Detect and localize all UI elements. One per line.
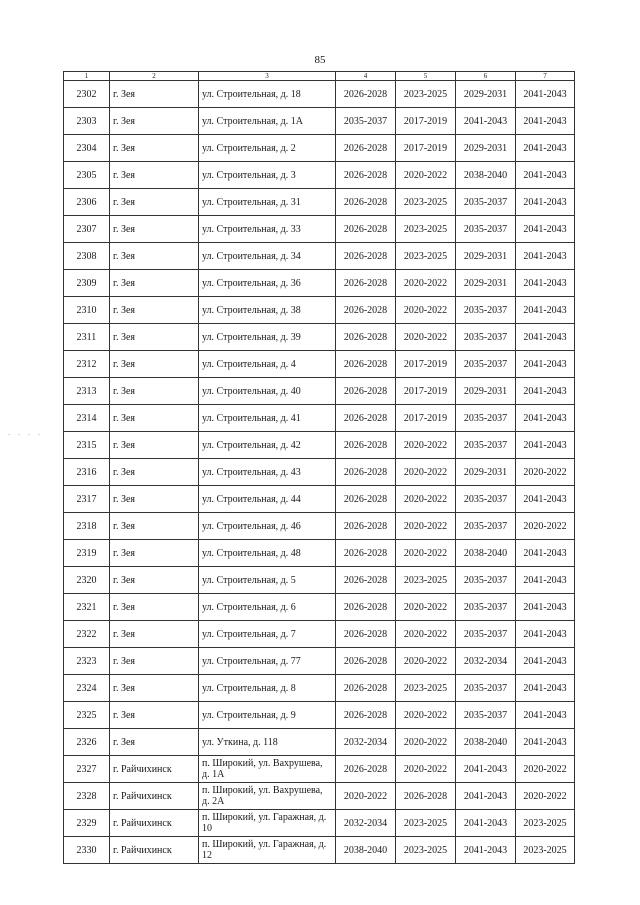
period-cell: 2041-2043 xyxy=(516,324,575,351)
period-cell: 2020-2022 xyxy=(516,783,575,810)
table-row xyxy=(64,351,575,378)
period-cell: 2020-2022 xyxy=(396,756,456,783)
table-row xyxy=(64,702,575,729)
period-cell: 2026-2028 xyxy=(336,216,396,243)
row-number-cell: 2319 xyxy=(64,540,110,567)
period-cell: 2041-2043 xyxy=(516,432,575,459)
period-cell: 2023-2025 xyxy=(396,837,456,864)
row-number-cell: 2302 xyxy=(64,81,110,108)
period-cell: 2020-2022 xyxy=(396,540,456,567)
period-cell: 2020-2022 xyxy=(396,486,456,513)
settlement-cell: г. Райчихинск xyxy=(110,783,199,810)
table-row xyxy=(64,459,575,486)
period-cell: 2035-2037 xyxy=(456,324,516,351)
settlement-cell: г. Зея xyxy=(110,513,199,540)
period-cell: 2035-2037 xyxy=(456,486,516,513)
table-row xyxy=(64,297,575,324)
row-number-cell: 2326 xyxy=(64,729,110,756)
settlement-cell: г. Зея xyxy=(110,405,199,432)
table-row xyxy=(64,216,575,243)
row-number-cell: 2311 xyxy=(64,324,110,351)
period-cell: 2035-2037 xyxy=(456,405,516,432)
period-cell: 2020-2022 xyxy=(396,324,456,351)
address-cell: ул. Строительная, д. 43 xyxy=(199,459,336,486)
period-cell: 2020-2022 xyxy=(396,513,456,540)
settlement-cell: г. Зея xyxy=(110,108,199,135)
address-cell: ул. Строительная, д. 42 xyxy=(199,432,336,459)
row-number-cell: 2318 xyxy=(64,513,110,540)
row-number-cell: 2322 xyxy=(64,621,110,648)
settlement-cell: г. Зея xyxy=(110,81,199,108)
address-cell: п. Широкий, ул. Гаражная, д. 10 xyxy=(199,810,336,837)
period-cell: 2020-2022 xyxy=(396,621,456,648)
address-cell: ул. Строительная, д. 4 xyxy=(199,351,336,378)
table-row xyxy=(64,162,575,189)
period-cell: 2041-2043 xyxy=(516,567,575,594)
row-number-cell: 2325 xyxy=(64,702,110,729)
period-cell: 2035-2037 xyxy=(456,702,516,729)
period-cell: 2041-2043 xyxy=(516,135,575,162)
address-cell: ул. Строительная, д. 31 xyxy=(199,189,336,216)
period-cell: 2041-2043 xyxy=(516,162,575,189)
period-cell: 2041-2043 xyxy=(516,702,575,729)
period-cell: 2041-2043 xyxy=(516,729,575,756)
period-cell: 2026-2028 xyxy=(336,135,396,162)
period-cell: 2026-2028 xyxy=(336,621,396,648)
period-cell: 2020-2022 xyxy=(396,729,456,756)
address-cell: ул. Строительная, д. 38 xyxy=(199,297,336,324)
period-cell: 2035-2037 xyxy=(456,513,516,540)
period-cell: 2032-2034 xyxy=(336,810,396,837)
housing-schedule-table xyxy=(63,71,575,864)
period-cell: 2029-2031 xyxy=(456,378,516,405)
period-cell: 2020-2022 xyxy=(396,702,456,729)
row-number-cell: 2330 xyxy=(64,837,110,864)
period-cell: 2020-2022 xyxy=(336,783,396,810)
settlement-cell: г. Зея xyxy=(110,702,199,729)
period-cell: 2041-2043 xyxy=(516,81,575,108)
period-cell: 2023-2025 xyxy=(396,810,456,837)
settlement-cell: г. Райчихинск xyxy=(110,756,199,783)
row-number-cell: 2314 xyxy=(64,405,110,432)
row-number-cell: 2306 xyxy=(64,189,110,216)
column-header: 2 xyxy=(110,72,199,81)
period-cell: 2020-2022 xyxy=(396,270,456,297)
row-number-cell: 2316 xyxy=(64,459,110,486)
period-cell: 2041-2043 xyxy=(516,621,575,648)
period-cell: 2041-2043 xyxy=(516,648,575,675)
column-header: 3 xyxy=(199,72,336,81)
period-cell: 2041-2043 xyxy=(516,243,575,270)
settlement-cell: г. Зея xyxy=(110,162,199,189)
period-cell: 2020-2022 xyxy=(396,432,456,459)
settlement-cell: г. Зея xyxy=(110,243,199,270)
settlement-cell: г. Зея xyxy=(110,378,199,405)
period-cell: 2026-2028 xyxy=(336,81,396,108)
table-row xyxy=(64,243,575,270)
period-cell: 2026-2028 xyxy=(336,243,396,270)
period-cell: 2026-2028 xyxy=(336,189,396,216)
period-cell: 2017-2019 xyxy=(396,135,456,162)
period-cell: 2035-2037 xyxy=(456,621,516,648)
table-row xyxy=(64,405,575,432)
column-number-row xyxy=(64,72,575,81)
period-cell: 2026-2028 xyxy=(336,324,396,351)
row-number-cell: 2309 xyxy=(64,270,110,297)
table-row xyxy=(64,783,575,810)
period-cell: 2041-2043 xyxy=(516,297,575,324)
period-cell: 2029-2031 xyxy=(456,270,516,297)
period-cell: 2029-2031 xyxy=(456,243,516,270)
row-number-cell: 2317 xyxy=(64,486,110,513)
period-cell: 2041-2043 xyxy=(456,810,516,837)
period-cell: 2041-2043 xyxy=(516,675,575,702)
settlement-cell: г. Зея xyxy=(110,324,199,351)
column-header: 4 xyxy=(336,72,396,81)
period-cell: 2023-2025 xyxy=(396,81,456,108)
period-cell: 2041-2043 xyxy=(516,405,575,432)
settlement-cell: г. Райчихинск xyxy=(110,810,199,837)
period-cell: 2041-2043 xyxy=(516,189,575,216)
row-number-cell: 2329 xyxy=(64,810,110,837)
address-cell: п. Широкий, ул. Гаражная, д. 12 xyxy=(199,837,336,864)
row-number-cell: 2310 xyxy=(64,297,110,324)
table-row xyxy=(64,756,575,783)
period-cell: 2017-2019 xyxy=(396,351,456,378)
period-cell: 2026-2028 xyxy=(336,351,396,378)
table-row xyxy=(64,810,575,837)
address-cell: ул. Строительная, д. 41 xyxy=(199,405,336,432)
settlement-cell: г. Зея xyxy=(110,621,199,648)
period-cell: 2041-2043 xyxy=(456,108,516,135)
period-cell: 2035-2037 xyxy=(456,594,516,621)
address-cell: ул. Строительная, д. 40 xyxy=(199,378,336,405)
address-cell: ул. Строительная, д. 33 xyxy=(199,216,336,243)
row-number-cell: 2323 xyxy=(64,648,110,675)
period-cell: 2035-2037 xyxy=(456,351,516,378)
period-cell: 2026-2028 xyxy=(336,756,396,783)
period-cell: 2026-2028 xyxy=(396,783,456,810)
period-cell: 2041-2043 xyxy=(516,351,575,378)
page-number: 85 xyxy=(314,54,326,66)
period-cell: 2041-2043 xyxy=(516,594,575,621)
row-number-cell: 2308 xyxy=(64,243,110,270)
period-cell: 2026-2028 xyxy=(336,540,396,567)
settlement-cell: г. Зея xyxy=(110,594,199,621)
table-row xyxy=(64,729,575,756)
period-cell: 2041-2043 xyxy=(516,108,575,135)
settlement-cell: г. Зея xyxy=(110,270,199,297)
address-cell: ул. Строительная, д. 9 xyxy=(199,702,336,729)
table-row xyxy=(64,486,575,513)
period-cell: 2023-2025 xyxy=(396,216,456,243)
table-row xyxy=(64,648,575,675)
period-cell: 2029-2031 xyxy=(456,81,516,108)
period-cell: 2026-2028 xyxy=(336,702,396,729)
settlement-cell: г. Зея xyxy=(110,216,199,243)
period-cell: 2038-2040 xyxy=(336,837,396,864)
period-cell: 2041-2043 xyxy=(516,486,575,513)
period-cell: 2041-2043 xyxy=(456,756,516,783)
period-cell: 2026-2028 xyxy=(336,378,396,405)
row-number-cell: 2312 xyxy=(64,351,110,378)
address-cell: п. Широкий, ул. Вахрушева, д. 1А xyxy=(199,756,336,783)
settlement-cell: г. Зея xyxy=(110,297,199,324)
period-cell: 2035-2037 xyxy=(336,108,396,135)
address-cell: ул. Строительная, д. 7 xyxy=(199,621,336,648)
period-cell: 2035-2037 xyxy=(456,432,516,459)
column-header: 6 xyxy=(456,72,516,81)
address-cell: ул. Строительная, д. 18 xyxy=(199,81,336,108)
settlement-cell: г. Райчихинск xyxy=(110,837,199,864)
period-cell: 2020-2022 xyxy=(516,459,575,486)
table-row xyxy=(64,567,575,594)
address-cell: ул. Строительная, д. 36 xyxy=(199,270,336,297)
settlement-cell: г. Зея xyxy=(110,540,199,567)
table-row xyxy=(64,432,575,459)
row-number-cell: 2305 xyxy=(64,162,110,189)
period-cell: 2026-2028 xyxy=(336,594,396,621)
settlement-cell: г. Зея xyxy=(110,648,199,675)
period-cell: 2035-2037 xyxy=(456,297,516,324)
period-cell: 2020-2022 xyxy=(396,648,456,675)
row-number-cell: 2320 xyxy=(64,567,110,594)
table-row xyxy=(64,378,575,405)
period-cell: 2026-2028 xyxy=(336,675,396,702)
period-cell: 2032-2034 xyxy=(336,729,396,756)
settlement-cell: г. Зея xyxy=(110,135,199,162)
column-header: 1 xyxy=(64,72,110,81)
period-cell: 2041-2043 xyxy=(516,378,575,405)
period-cell: 2026-2028 xyxy=(336,567,396,594)
period-cell: 2023-2025 xyxy=(396,243,456,270)
period-cell: 2041-2043 xyxy=(456,837,516,864)
period-cell: 2041-2043 xyxy=(516,216,575,243)
table-row xyxy=(64,81,575,108)
row-number-cell: 2303 xyxy=(64,108,110,135)
table-row xyxy=(64,513,575,540)
period-cell: 2026-2028 xyxy=(336,459,396,486)
period-cell: 2020-2022 xyxy=(396,162,456,189)
address-cell: ул. Строительная, д. 8 xyxy=(199,675,336,702)
period-cell: 2029-2031 xyxy=(456,459,516,486)
table-row xyxy=(64,621,575,648)
row-number-cell: 2328 xyxy=(64,783,110,810)
period-cell: 2020-2022 xyxy=(396,594,456,621)
period-cell: 2026-2028 xyxy=(336,162,396,189)
period-cell: 2026-2028 xyxy=(336,297,396,324)
row-number-cell: 2327 xyxy=(64,756,110,783)
row-number-cell: 2321 xyxy=(64,594,110,621)
row-number-cell: 2324 xyxy=(64,675,110,702)
settlement-cell: г. Зея xyxy=(110,486,199,513)
period-cell: 2035-2037 xyxy=(456,567,516,594)
address-cell: ул. Строительная, д. 77 xyxy=(199,648,336,675)
address-cell: ул. Строительная, д. 3 xyxy=(199,162,336,189)
address-cell: ул. Строительная, д. 34 xyxy=(199,243,336,270)
period-cell: 2038-2040 xyxy=(456,540,516,567)
column-header: 5 xyxy=(396,72,456,81)
period-cell: 2026-2028 xyxy=(336,648,396,675)
address-cell: ул. Строительная, д. 48 xyxy=(199,540,336,567)
period-cell: 2026-2028 xyxy=(336,405,396,432)
settlement-cell: г. Зея xyxy=(110,567,199,594)
period-cell: 2023-2025 xyxy=(396,567,456,594)
address-cell: ул. Строительная, д. 6 xyxy=(199,594,336,621)
table-row xyxy=(64,324,575,351)
period-cell: 2035-2037 xyxy=(456,675,516,702)
table-row xyxy=(64,108,575,135)
period-cell: 2023-2025 xyxy=(396,675,456,702)
period-cell: 2026-2028 xyxy=(336,486,396,513)
address-cell: ул. Уткина, д. 118 xyxy=(199,729,336,756)
address-cell: ул. Строительная, д. 2 xyxy=(199,135,336,162)
address-cell: п. Широкий, ул. Вахрушева, д. 2А xyxy=(199,783,336,810)
period-cell: 2020-2022 xyxy=(516,756,575,783)
period-cell: 2041-2043 xyxy=(516,540,575,567)
row-number-cell: 2304 xyxy=(64,135,110,162)
period-cell: 2023-2025 xyxy=(516,837,575,864)
period-cell: 2026-2028 xyxy=(336,270,396,297)
table-row xyxy=(64,837,575,864)
period-cell: 2032-2034 xyxy=(456,648,516,675)
table-row xyxy=(64,675,575,702)
settlement-cell: г. Зея xyxy=(110,189,199,216)
period-cell: 2023-2025 xyxy=(516,810,575,837)
settlement-cell: г. Зея xyxy=(110,675,199,702)
period-cell: 2038-2040 xyxy=(456,729,516,756)
period-cell: 2017-2019 xyxy=(396,405,456,432)
period-cell: 2023-2025 xyxy=(396,189,456,216)
period-cell: 2020-2022 xyxy=(396,297,456,324)
period-cell: 2035-2037 xyxy=(456,216,516,243)
period-cell: 2038-2040 xyxy=(456,162,516,189)
period-cell: 2017-2019 xyxy=(396,378,456,405)
table-row xyxy=(64,135,575,162)
settlement-cell: г. Зея xyxy=(110,432,199,459)
address-cell: ул. Строительная, д. 44 xyxy=(199,486,336,513)
period-cell: 2041-2043 xyxy=(516,270,575,297)
scan-artifact: . . . . xyxy=(8,428,43,437)
period-cell: 2020-2022 xyxy=(396,459,456,486)
row-number-cell: 2315 xyxy=(64,432,110,459)
period-cell: 2026-2028 xyxy=(336,432,396,459)
settlement-cell: г. Зея xyxy=(110,351,199,378)
table-row xyxy=(64,540,575,567)
period-cell: 2041-2043 xyxy=(456,783,516,810)
period-cell: 2026-2028 xyxy=(336,513,396,540)
table-row xyxy=(64,594,575,621)
period-cell: 2017-2019 xyxy=(396,108,456,135)
column-header: 7 xyxy=(516,72,575,81)
period-cell: 2029-2031 xyxy=(456,135,516,162)
address-cell: ул. Строительная, д. 39 xyxy=(199,324,336,351)
address-cell: ул. Строительная, д. 1А xyxy=(199,108,336,135)
table-row xyxy=(64,270,575,297)
row-number-cell: 2307 xyxy=(64,216,110,243)
row-number-cell: 2313 xyxy=(64,378,110,405)
period-cell: 2020-2022 xyxy=(516,513,575,540)
table-row xyxy=(64,189,575,216)
address-cell: ул. Строительная, д. 5 xyxy=(199,567,336,594)
settlement-cell: г. Зея xyxy=(110,729,199,756)
period-cell: 2035-2037 xyxy=(456,189,516,216)
settlement-cell: г. Зея xyxy=(110,459,199,486)
address-cell: ул. Строительная, д. 46 xyxy=(199,513,336,540)
